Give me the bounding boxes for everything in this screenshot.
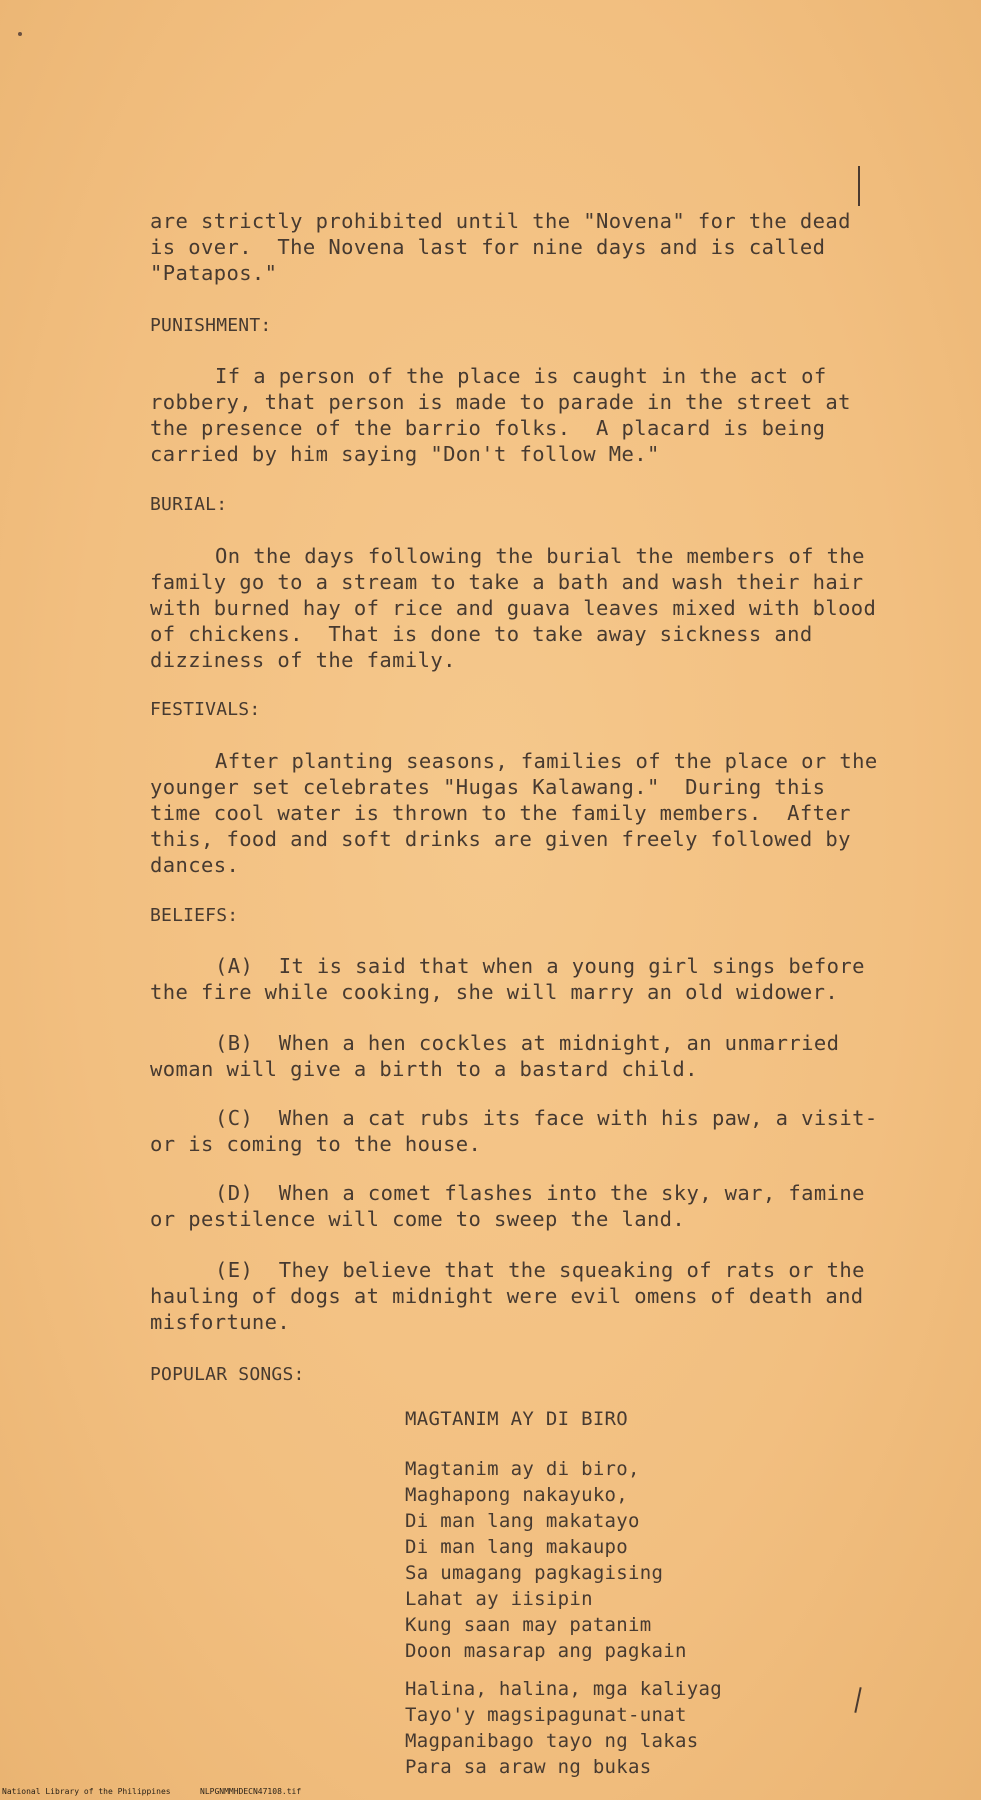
song-verse1-line: Di man lang makaupo xyxy=(405,1536,629,1558)
footer-filename: NLPGNMMHDECN47108.tif xyxy=(200,1787,302,1796)
belief-e-line: hauling of dogs at midnight were evil omens of death and xyxy=(150,1284,864,1308)
section-heading-beliefs: BELIEFS: xyxy=(150,905,239,926)
paragraph-line: On the days following the burial the members of the xyxy=(215,544,865,568)
song-verse1-line: Di man lang makatayo xyxy=(405,1510,640,1532)
song-verse2-line: Magpanibago tayo ng lakas xyxy=(405,1730,699,1752)
intro-line: are strictly prohibited until the "Novena" for the dead xyxy=(150,209,851,233)
song-title: MAGTANIM AY DI BIRO xyxy=(405,1408,629,1430)
section-heading-punishment: PUNISHMENT: xyxy=(150,315,272,336)
paragraph-line: with burned hay of rice and guava leaves mixed with blood xyxy=(150,596,877,620)
pencil-mark xyxy=(858,166,860,206)
belief-b-line: (B) When a hen cockles at midnight, an unmarried xyxy=(215,1031,840,1055)
intro-line: "Patapos." xyxy=(150,261,278,285)
song-verse2-line: Halina, halina, mga kaliyag xyxy=(405,1678,722,1700)
song-verse1-line: Doon masarap ang pagkain xyxy=(405,1640,687,1662)
intro-line: is over. The Novena last for nine days and is called xyxy=(150,235,826,259)
speck-mark xyxy=(18,32,22,36)
paragraph-line: younger set celebrates "Hugas Kalawang." During this xyxy=(150,775,826,799)
paragraph-line: carried by him saying "Don't follow Me." xyxy=(150,442,660,466)
paragraph-line: dizziness of the family. xyxy=(150,648,456,672)
pencil-mark xyxy=(854,1687,861,1713)
paragraph-line: the presence of the barrio folks. A placard is being xyxy=(150,416,826,440)
belief-c-line: (C) When a cat rubs its face with his paw, a visit- xyxy=(215,1106,878,1130)
paragraph-line: of chickens. That is done to take away sickness and xyxy=(150,622,813,646)
section-heading-popular-songs: POPULAR SONGS: xyxy=(150,1364,305,1385)
song-verse1-line: Maghapong nakayuko, xyxy=(405,1484,629,1506)
paragraph-line: If a person of the place is caught in the act of xyxy=(215,364,827,388)
song-verse1-line: Lahat ay iisipin xyxy=(405,1588,593,1610)
song-verse2-line: Para sa araw ng bukas xyxy=(405,1756,652,1778)
belief-a-line: the fire while cooking, she will marry an old widower. xyxy=(150,980,839,1004)
belief-d-line: or pestilence will come to sweep the land. xyxy=(150,1207,686,1231)
paragraph-line: dances. xyxy=(150,853,240,877)
song-verse1-line: Kung saan may patanim xyxy=(405,1614,652,1636)
paragraph-line: this, food and soft drinks are given freely followed by xyxy=(150,827,851,851)
song-verse1-line: Sa umagang pagkagising xyxy=(405,1562,664,1584)
paragraph-line: time cool water is thrown to the family members. After xyxy=(150,801,851,825)
song-verse1-line: Magtanim ay di biro, xyxy=(405,1458,640,1480)
belief-c-line: or is coming to the house. xyxy=(150,1132,482,1156)
paragraph-line: family go to a stream to take a bath and wash their hair xyxy=(150,570,864,594)
footer-library-label: National Library of the Philippines xyxy=(2,1787,171,1796)
paragraph-line: robbery, that person is made to parade in the street at xyxy=(150,390,851,414)
belief-a-line: (A) It is said that when a young girl sings before xyxy=(215,954,865,978)
belief-e-line: (E) They believe that the squeaking of rats or the xyxy=(215,1258,865,1282)
belief-b-line: woman will give a birth to a bastard child. xyxy=(150,1057,698,1081)
belief-d-line: (D) When a comet flashes into the sky, war, famine xyxy=(215,1181,865,1205)
section-heading-festivals: FESTIVALS: xyxy=(150,699,261,720)
belief-e-line: misfortune. xyxy=(150,1310,291,1334)
section-heading-burial: BURIAL: xyxy=(150,494,228,515)
paragraph-line: After planting seasons, families of the place or the xyxy=(215,749,878,773)
song-verse2-line: Tayo'y magsipagunat-unat xyxy=(405,1704,687,1726)
